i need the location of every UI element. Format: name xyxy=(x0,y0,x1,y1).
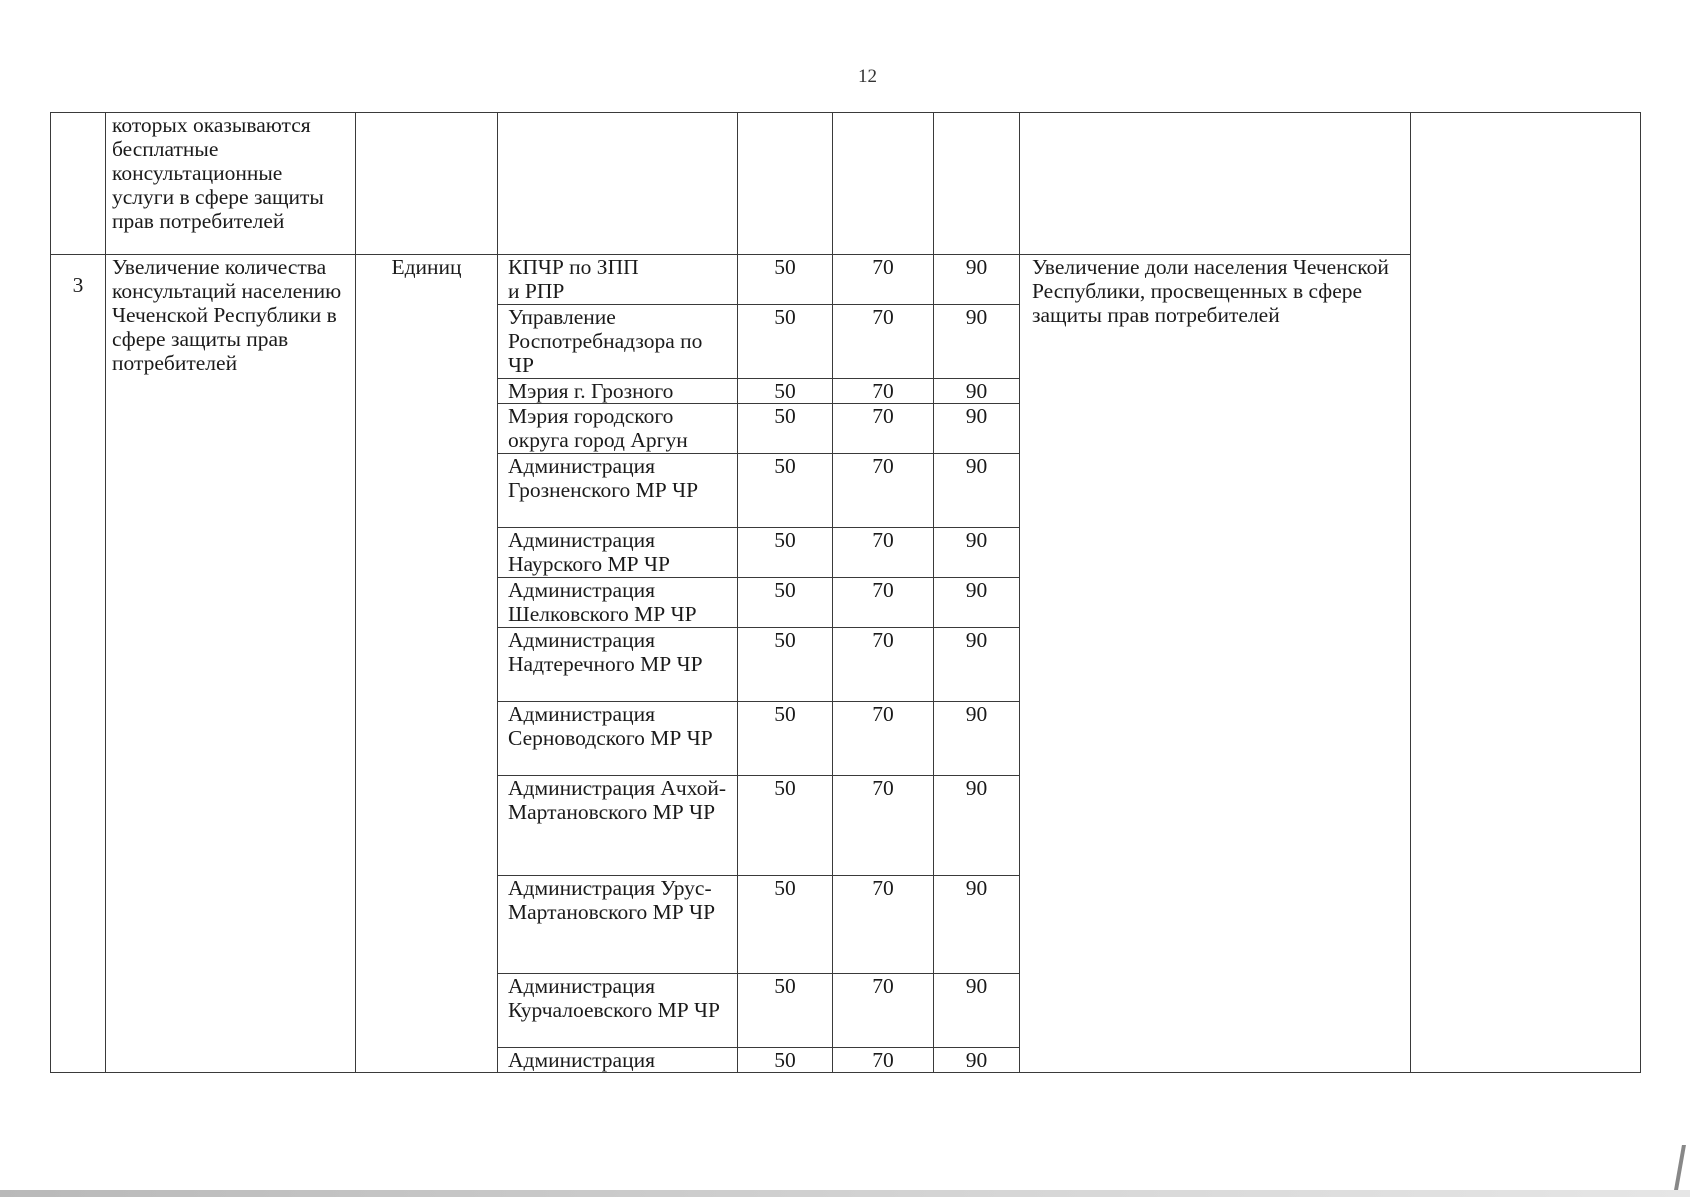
value-cell-v3: 90 xyxy=(934,876,1020,974)
indicators-table xyxy=(50,112,1641,1073)
value-cell-v1: 50 xyxy=(738,876,833,974)
value-cell-v3: 90 xyxy=(934,702,1020,776)
table-row xyxy=(51,255,1641,305)
executor-cell: Администрация Ачхой-Мартановского МР ЧР xyxy=(498,776,738,876)
last-column-cell xyxy=(1411,113,1641,1073)
executor-cell: Мэрия городского округа город Аргун xyxy=(498,404,738,454)
executor-cell: Администрация Курчалоевского МР ЧР xyxy=(498,974,738,1048)
value-cell-v1: 50 xyxy=(738,305,833,379)
value-cell-v1: 50 xyxy=(738,702,833,776)
value-cell-v2: 70 xyxy=(833,404,934,454)
value-cell-v2: 70 xyxy=(833,454,934,528)
value-cell-v2: 70 xyxy=(833,305,934,379)
unit-cell: Единиц xyxy=(356,255,498,1073)
executor-cell: Администрация Наурского МР ЧР xyxy=(498,528,738,578)
value-cell-v3: 90 xyxy=(934,404,1020,454)
value-cell-v1: 50 xyxy=(738,628,833,702)
table-row-continuation xyxy=(51,113,1641,255)
value-cell-v3: 90 xyxy=(934,255,1020,305)
value-cell xyxy=(833,113,934,255)
value-cell-v2: 70 xyxy=(833,876,934,974)
indicator-cell: Увеличение количества консультаций населению Чеченской Республики в сфере защиты прав потребителей xyxy=(106,255,356,1073)
executor-cell: Администрация xyxy=(498,1048,738,1073)
executor-cell: Администрация Грозненского МР ЧР xyxy=(498,454,738,528)
value-cell-v1: 50 xyxy=(738,1048,833,1073)
indicator-cell: которых оказываются бесплатные консультационные услуги в сфере защиты прав потребителей xyxy=(106,113,356,255)
value-cell-v2: 70 xyxy=(833,578,934,628)
value-cell-v1: 50 xyxy=(738,404,833,454)
value-cell-v3: 90 xyxy=(934,528,1020,578)
value-cell-v2: 70 xyxy=(833,628,934,702)
value-cell-v3: 90 xyxy=(934,974,1020,1048)
executor-cell: Администрация Шелковского МР ЧР xyxy=(498,578,738,628)
value-cell-v1: 50 xyxy=(738,974,833,1048)
executor-cell: Администрация Урус-Мартановского МР ЧР xyxy=(498,876,738,974)
executor-cell: Администрация Надтеречного МР ЧР xyxy=(498,628,738,702)
row-number: 3 xyxy=(72,273,84,297)
value-cell-v3: 90 xyxy=(934,305,1020,379)
value-cell-v2: 70 xyxy=(833,255,934,305)
scan-edge-stripe xyxy=(0,1190,1690,1197)
value-cell-v2: 70 xyxy=(833,379,934,404)
executor-cell xyxy=(498,113,738,255)
executor-cell: КПЧР по ЗПП и РПР xyxy=(498,255,738,305)
value-cell-v2: 70 xyxy=(833,528,934,578)
result-cell: Увеличение доли населения Чеченской Республики, просвещенных в сфере защиты прав потребителей xyxy=(1020,255,1411,1073)
value-cell-v3: 90 xyxy=(934,454,1020,528)
value-cell-v1: 50 xyxy=(738,379,833,404)
value-cell-v3: 90 xyxy=(934,776,1020,876)
value-cell-v2: 70 xyxy=(833,776,934,876)
executor-cell: Управление Роспотребнадзора по ЧР xyxy=(498,305,738,379)
row-number-cell xyxy=(51,113,106,255)
value-cell-v2: 70 xyxy=(833,974,934,1048)
value-cell-v1: 50 xyxy=(738,454,833,528)
value-cell-v3: 90 xyxy=(934,578,1020,628)
value-cell-v2: 70 xyxy=(833,1048,934,1073)
value-cell xyxy=(934,113,1020,255)
value-cell-v1: 50 xyxy=(738,528,833,578)
page-number: 12 xyxy=(858,66,877,87)
unit-cell xyxy=(356,113,498,255)
value-cell-v1: 50 xyxy=(738,578,833,628)
value-cell-v3: 90 xyxy=(934,1048,1020,1073)
value-cell-v2: 70 xyxy=(833,702,934,776)
executor-cell: Мэрия г. Грозного xyxy=(498,379,738,404)
value-cell-v3: 90 xyxy=(934,628,1020,702)
value-cell xyxy=(738,113,833,255)
value-cell-v1: 50 xyxy=(738,776,833,876)
value-cell-v1: 50 xyxy=(738,255,833,305)
scan-corner-mark xyxy=(1674,1145,1686,1190)
result-cell xyxy=(1020,113,1411,255)
row-number-cell xyxy=(51,255,106,1073)
executor-cell: Администрация Серноводского МР ЧР xyxy=(498,702,738,776)
value-cell-v3: 90 xyxy=(934,379,1020,404)
